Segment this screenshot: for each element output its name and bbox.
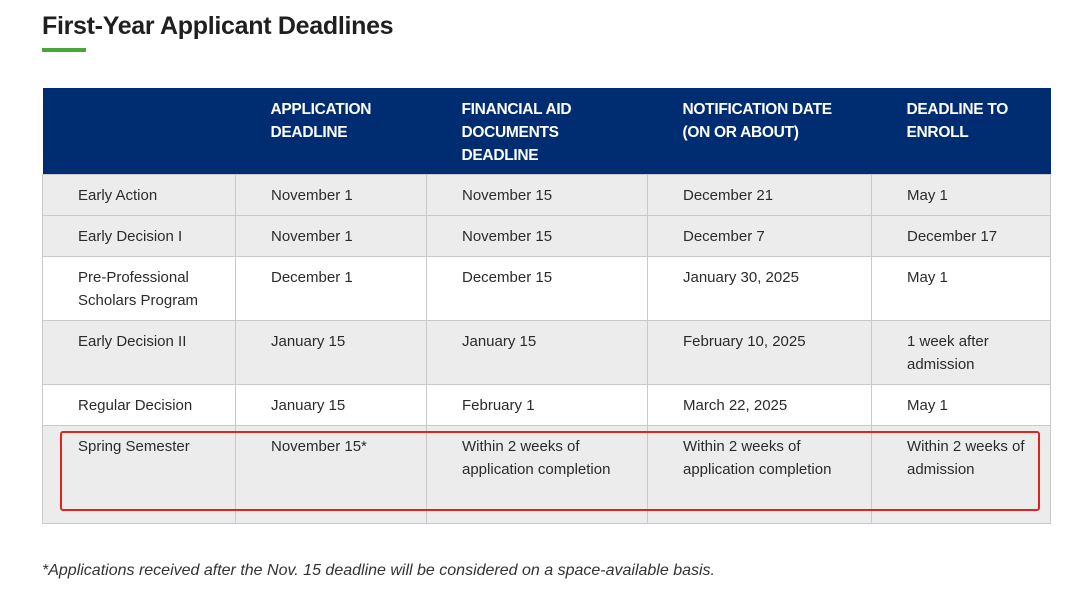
table-cell: January 30, 2025 bbox=[648, 257, 872, 321]
header-financial-aid-deadline: FINANCIAL AID DOCUMENTS DEADLINE bbox=[427, 88, 648, 175]
table-cell: January 15 bbox=[236, 385, 427, 426]
table-cell: December 7 bbox=[648, 216, 872, 257]
table-row bbox=[43, 257, 1051, 321]
deadlines-table bbox=[42, 88, 1051, 524]
table-cell: January 15 bbox=[427, 321, 648, 385]
table-cell: December 21 bbox=[648, 175, 872, 216]
table-cell: November 1 bbox=[236, 175, 427, 216]
table-cell: November 15 bbox=[427, 175, 648, 216]
header-notification-date: NOTIFICATION DATE (ON OR ABOUT) bbox=[648, 88, 872, 175]
table-cell: Within 2 weeks of admission bbox=[872, 426, 1051, 524]
table-row bbox=[43, 216, 1051, 257]
table-row bbox=[43, 385, 1051, 426]
table-cell: December 17 bbox=[872, 216, 1051, 257]
table-row bbox=[43, 321, 1051, 385]
table-cell: May 1 bbox=[872, 385, 1051, 426]
table-cell: 1 week after admission bbox=[872, 321, 1051, 385]
table-cell: November 1 bbox=[236, 216, 427, 257]
table-cell: May 1 bbox=[872, 257, 1051, 321]
table-cell: January 15 bbox=[236, 321, 427, 385]
header-empty bbox=[43, 88, 236, 175]
table-cell: November 15 bbox=[427, 216, 648, 257]
title-underline bbox=[42, 48, 86, 52]
row-label: Regular Decision bbox=[43, 385, 236, 426]
table-cell: February 10, 2025 bbox=[648, 321, 872, 385]
table-cell: May 1 bbox=[872, 175, 1051, 216]
header-application-deadline: APPLICATION DEADLINE bbox=[236, 88, 427, 175]
table-header-row bbox=[43, 88, 1051, 175]
table-cell: November 15* bbox=[236, 426, 427, 524]
row-label: Early Decision II bbox=[43, 321, 236, 385]
table-cell: March 22, 2025 bbox=[648, 385, 872, 426]
header-deadline-to-enroll: DEADLINE TO ENROLL bbox=[872, 88, 1051, 175]
page-title: First-Year Applicant Deadlines bbox=[42, 12, 394, 40]
row-label: Early Decision I bbox=[43, 216, 236, 257]
row-label: Early Action bbox=[43, 175, 236, 216]
table-cell: February 1 bbox=[427, 385, 648, 426]
footnote: *Applications received after the Nov. 15 deadline will be considered on a space-available basis. bbox=[42, 562, 715, 579]
table-cell: December 1 bbox=[236, 257, 427, 321]
table-row bbox=[43, 175, 1051, 216]
table-cell: December 15 bbox=[427, 257, 648, 321]
row-label: Spring Semester bbox=[43, 426, 236, 524]
table-cell: Within 2 weeks of application completion bbox=[648, 426, 872, 524]
row-label: Pre-Professional Scholars Program bbox=[43, 257, 236, 321]
table-row-spring-semester bbox=[43, 426, 1051, 524]
table-cell: Within 2 weeks of application completion bbox=[427, 426, 648, 524]
